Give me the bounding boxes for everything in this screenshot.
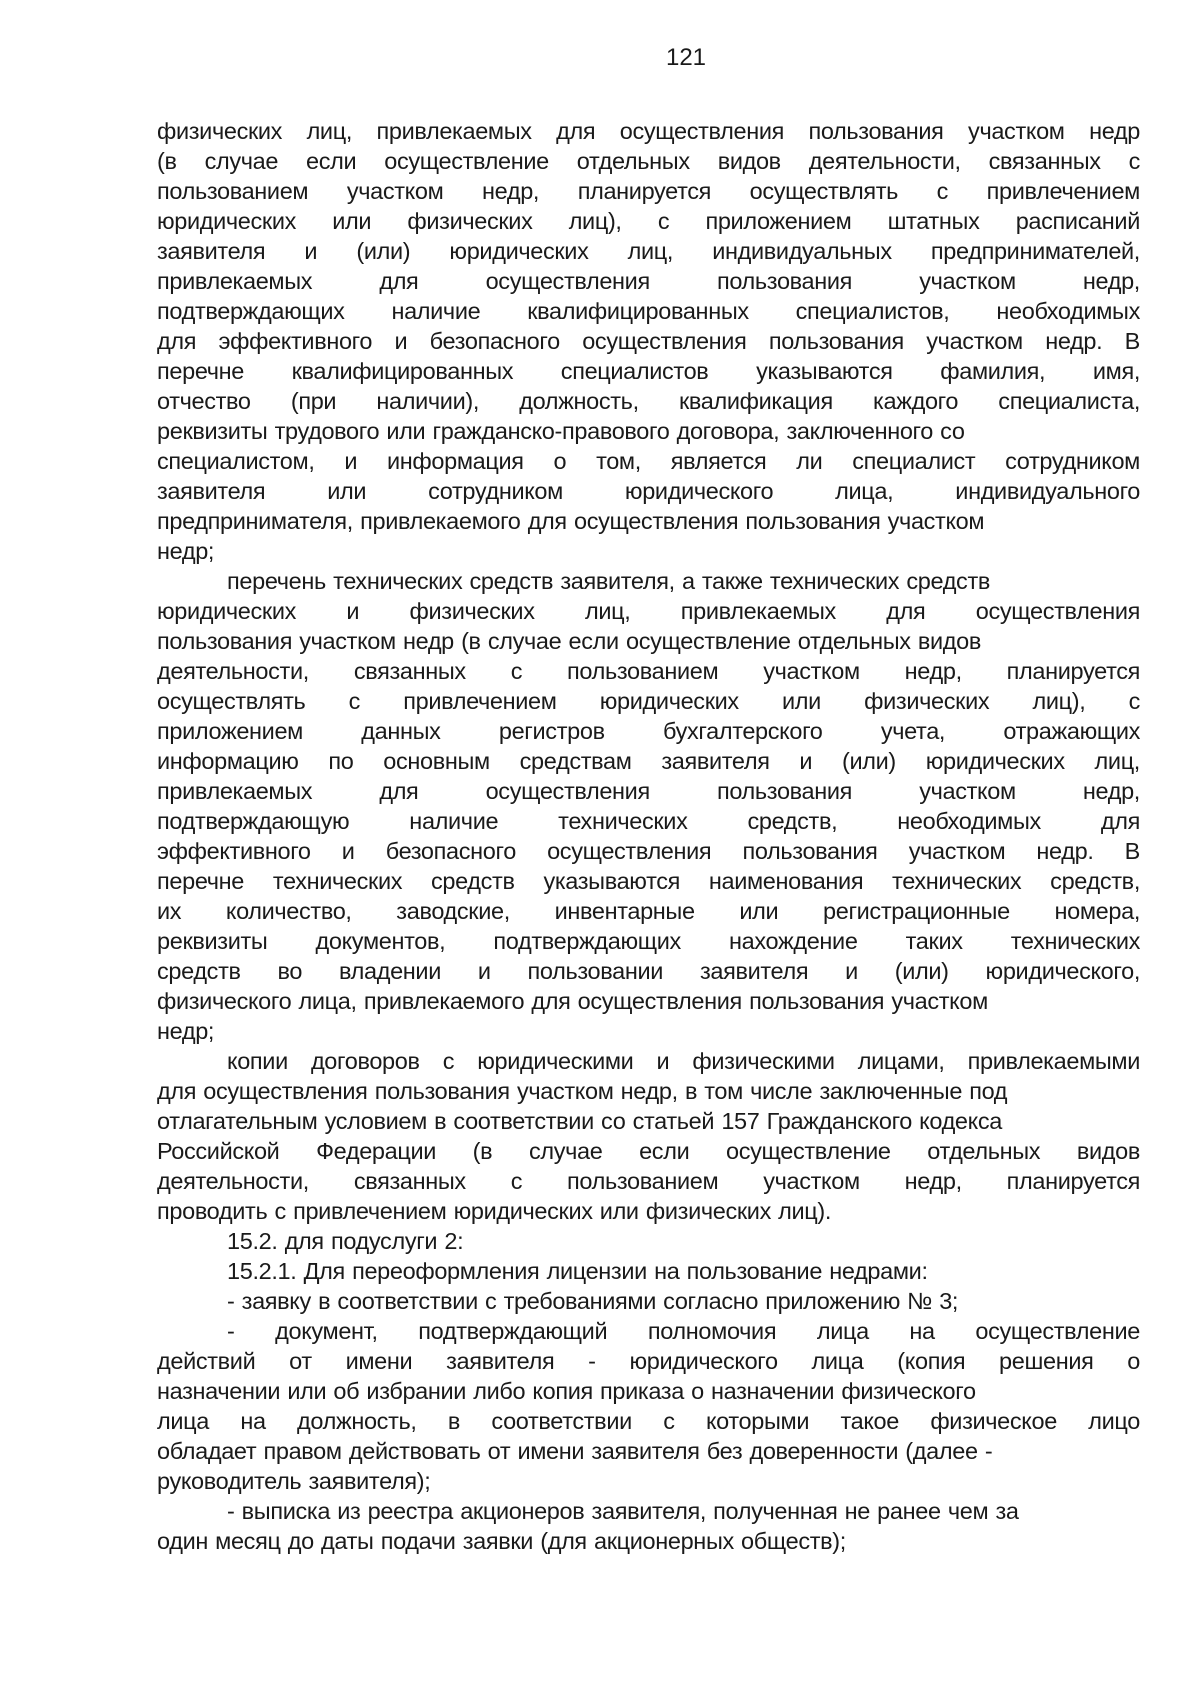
text-line: руководитель заявителя);: [157, 1468, 431, 1494]
text-line: средств во владении и пользовании заявителя и (или) юридического,: [157, 958, 1140, 984]
text-line: предпринимателя, привлекаемого для осуществления пользования участком: [157, 508, 985, 534]
text-line: физических лиц, привлекаемых для осуществления пользования участком недр: [157, 118, 1140, 144]
text-line: недр;: [157, 538, 215, 564]
text-line: отчество (при наличии), должность, квалификация каждого специалиста,: [157, 388, 1140, 414]
text-line: - выписка из реестра акционеров заявителя, полученная не ранее чем за: [227, 1498, 1019, 1524]
page-number: 121: [665, 44, 707, 71]
text-line: для эффективного и безопасного осуществления пользования участком недр. В: [157, 328, 1140, 354]
text-line: недр;: [157, 1018, 215, 1044]
text-line: их количество, заводские, инвентарные или регистрационные номера,: [157, 898, 1140, 924]
text-line: лица на должность, в соответствии с которыми такое физическое лицо: [157, 1408, 1140, 1434]
text-line: реквизиты документов, подтверждающих нахождение таких технических: [157, 928, 1140, 954]
document-body: [157, 116, 1140, 1556]
text-line: реквизиты трудового или гражданско-правового договора, заключенного со: [157, 418, 965, 444]
text-line: деятельности, связанных с пользованием участком недр, планируется: [157, 658, 1140, 684]
text-line: (в случае если осуществление отдельных видов деятельности, связанных с: [157, 148, 1140, 174]
text-line: копии договоров с юридическими и физическими лицами, привлекаемыми: [227, 1048, 1140, 1074]
text-line: заявителя и (или) юридических лиц, индивидуальных предпринимателей,: [157, 238, 1140, 264]
text-line: пользованием участком недр, планируется осуществлять с привлечением: [157, 178, 1140, 204]
text-line: назначении или об избрании либо копия приказа о назначении физического: [157, 1378, 976, 1404]
text-line: привлекаемых для осуществления пользования участком недр,: [157, 778, 1140, 804]
text-line: для осуществления пользования участком недр, в том числе заключенные под: [157, 1078, 1008, 1104]
text-line: эффективного и безопасного осуществления пользования участком недр. В: [157, 838, 1140, 864]
text-line: перечне технических средств указываются наименования технических средств,: [157, 868, 1140, 894]
text-line: подтверждающих наличие квалифицированных специалистов, необходимых: [157, 298, 1140, 324]
text-line: - заявку в соответствии с требованиями согласно приложению № 3;: [227, 1288, 959, 1314]
text-line: Российской Федерации (в случае если осуществление отдельных видов: [157, 1138, 1140, 1164]
text-line: пользования участком недр (в случае если осуществление отдельных видов: [157, 628, 982, 654]
text-line: осуществлять с привлечением юридических или физических лиц), с: [157, 688, 1140, 714]
text-line: проводить с привлечением юридических или физических лиц).: [157, 1198, 832, 1224]
text-line: юридических и физических лиц, привлекаемых для осуществления: [157, 598, 1140, 624]
text-line: 15.2.1. Для переоформления лицензии на пользование недрами:: [227, 1258, 928, 1284]
text-line: обладает правом действовать от имени заявителя без доверенности (далее -: [157, 1438, 993, 1464]
text-line: юридических или физических лиц), с приложением штатных расписаний: [157, 208, 1140, 234]
text-line: перечень технических средств заявителя, а также технических средств: [227, 568, 991, 594]
text-line: специалистом, и информация о том, является ли специалист сотрудником: [157, 448, 1140, 474]
text-line: 15.2. для подуслуги 2:: [227, 1228, 464, 1254]
text-line: - документ, подтверждающий полномочия лица на осуществление: [227, 1318, 1140, 1344]
text-line: привлекаемых для осуществления пользования участком недр,: [157, 268, 1140, 294]
text-line: действий от имени заявителя - юридического лица (копия решения о: [157, 1348, 1140, 1374]
text-line: физического лица, привлекаемого для осуществления пользования участком: [157, 988, 988, 1014]
text-line: один месяц до даты подачи заявки (для акционерных обществ);: [157, 1528, 846, 1554]
text-line: заявителя или сотрудником юридического лица, индивидуального: [157, 478, 1140, 504]
text-line: информацию по основным средствам заявителя и (или) юридических лиц,: [157, 748, 1140, 774]
text-line: приложением данных регистров бухгалтерского учета, отражающих: [157, 718, 1140, 744]
text-line: подтверждающую наличие технических средств, необходимых для: [157, 808, 1140, 834]
text-line: отлагательным условием в соответствии со статьей 157 Гражданского кодекса: [157, 1108, 1002, 1134]
text-line: перечне квалифицированных специалистов указываются фамилия, имя,: [157, 358, 1140, 384]
text-line: деятельности, связанных с пользованием участком недр, планируется: [157, 1168, 1140, 1194]
